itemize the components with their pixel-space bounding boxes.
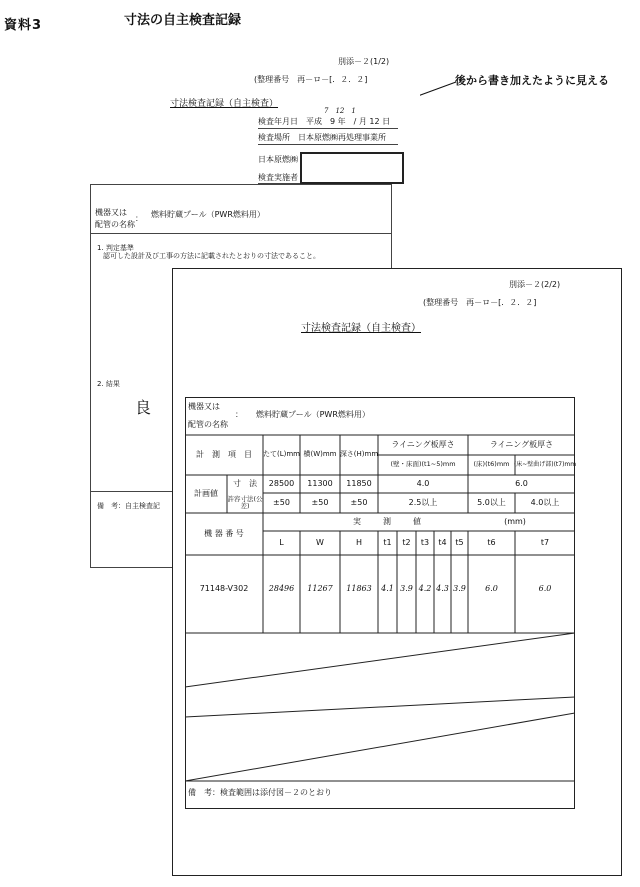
col-header-l: たて(L)mm <box>263 450 300 459</box>
col-t3: t3 <box>420 537 430 547</box>
device-label-2: 配管の名称 <box>188 419 228 429</box>
document-title: 寸法の自主検査記録 <box>124 13 242 28</box>
measure-item-label: 計 測 項 目 <box>196 449 252 459</box>
col-t6: t6 <box>487 537 496 547</box>
inspection-table <box>185 397 575 809</box>
col-t1: t1 <box>383 537 392 547</box>
col-t4: t4 <box>438 537 447 547</box>
device-number: 71148-V302 <box>199 583 249 593</box>
device-label-2: 配管の名称 <box>95 220 135 229</box>
col-t7: t7 <box>540 537 550 547</box>
col-h: H <box>355 537 362 547</box>
tolerance-label: 許容寸法(公差) <box>227 494 263 510</box>
inspector-label: 検査実施者 <box>258 173 298 182</box>
value-t1: 4.1 <box>381 583 394 593</box>
col-header-w: 横(W)mm <box>303 450 337 459</box>
inspection-sheet-3 <box>172 268 622 876</box>
result-title: 2. 結果 <box>97 380 120 388</box>
dimension-label: 寸 法 <box>233 478 257 488</box>
company-label: 日本原燃㈱ <box>258 155 298 164</box>
document-label: 資料3 <box>4 18 43 33</box>
result-value: 良 <box>135 398 152 417</box>
device-label-1: 機器又は <box>188 401 220 411</box>
device-number-label: 機 器 番 号 <box>204 528 244 538</box>
date-handwritten: 7 12 1 <box>324 107 356 115</box>
value-t3: 4.2 <box>418 583 432 593</box>
sheet-title: 寸法検査記録（自主検査） <box>301 323 421 334</box>
sheet-title: 寸法検査記録（自主検査） <box>170 99 279 109</box>
inspection-place: 検査場所 日本原燃㈱再処理事業所 <box>258 133 386 142</box>
attachment-label: 別添－２(1/2) <box>338 57 390 66</box>
unit-label: (mm) <box>504 516 526 526</box>
value-t7: 6.0 <box>538 583 552 593</box>
colon: ： <box>135 214 143 223</box>
tol-t1-5: 2.5以上 <box>408 497 438 507</box>
tol-h: ±50 <box>350 497 368 507</box>
criteria-title: 1. 判定基準 <box>97 244 134 252</box>
col-w: W <box>316 537 324 547</box>
plan-value-label: 計画値 <box>194 488 218 498</box>
redacted-box <box>300 152 404 184</box>
measured-values-label: 実 測 値 <box>353 516 423 526</box>
attachment-label: 別添－２(2/2) <box>509 280 561 289</box>
value-l: 28496 <box>268 583 295 593</box>
col-t5: t5 <box>455 537 464 547</box>
lining-1-sub: (壁・床面)(t1~5)mm <box>390 460 456 469</box>
annotation-text: 後から書き加えたように見える <box>455 74 609 87</box>
tol-t7: 4.0以上 <box>530 497 560 507</box>
tol-w: ±50 <box>311 497 329 507</box>
tol-l: ±50 <box>273 497 290 507</box>
value-t2: 3.9 <box>400 583 413 593</box>
device-label-1: 機器又は <box>95 208 127 217</box>
device-name: 燃料貯蔵プール（PWR燃料用） <box>256 409 370 419</box>
dim-l: 28500 <box>268 478 295 488</box>
lining-2-sub-b: (床~壁曲げ部)(t7)mm <box>513 460 577 468</box>
tol-t6: 5.0以上 <box>477 497 506 507</box>
inspection-sheet-1 <box>150 56 420 196</box>
value-t6: 6.0 <box>485 583 498 593</box>
value-t4: 4.3 <box>436 583 449 593</box>
lining-2-sub-a: (床)(t6)mm <box>473 460 510 469</box>
col-t2: t2 <box>402 537 411 547</box>
remarks: 備 考：検査範囲は添付図－２のとおり <box>188 787 332 797</box>
reference-number: (整理番号 再－ロ－[．２．２] <box>423 298 537 307</box>
lining-1-title: ライニング板厚さ <box>391 439 455 449</box>
col-header-h: 深さ(H)mm <box>339 450 379 459</box>
inspection-date: 検査年月日 平成 9 年 / 月 12 日 <box>258 117 391 126</box>
value-h: 11863 <box>346 583 372 593</box>
reference-number: (整理番号 再－ロ－[．２．２] <box>254 75 368 84</box>
value-t5: 3.9 <box>453 583 466 593</box>
remarks: 備 考：自主検査記 <box>97 502 160 510</box>
dim-h: 11850 <box>346 478 372 488</box>
col-l: L <box>279 537 284 547</box>
value-w: 11267 <box>307 583 333 593</box>
lining-2-title: ライニング板厚さ <box>489 439 554 449</box>
colon: ： <box>235 409 243 419</box>
dim-t6-7: 6.0 <box>515 478 528 488</box>
dim-t1-5: 4.0 <box>416 478 430 488</box>
dim-w: 11300 <box>307 478 333 488</box>
device-name: 燃料貯蔵プール（PWR燃料用） <box>151 210 265 219</box>
criteria-text: 認可した設計及び工事の方法に記載されたとおりの寸法であること。 <box>103 252 320 260</box>
